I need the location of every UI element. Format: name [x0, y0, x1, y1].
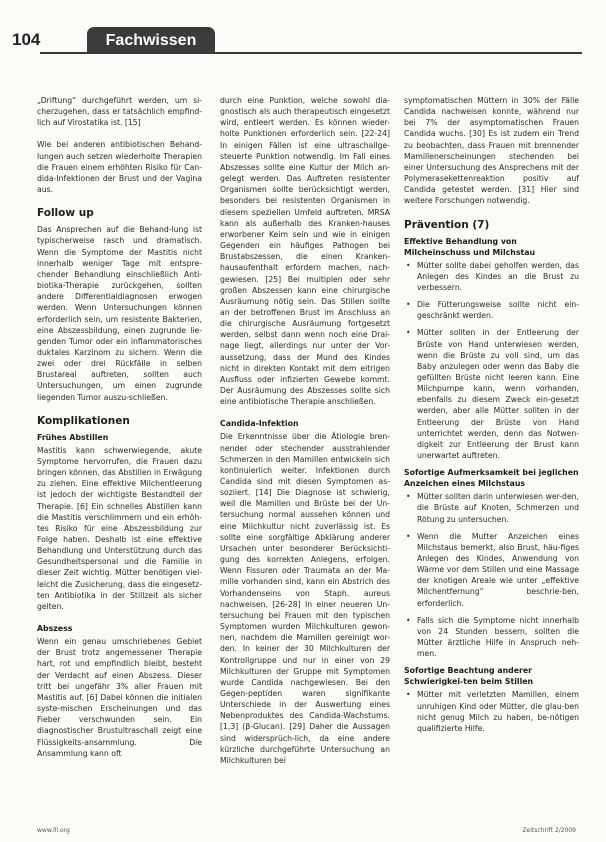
paragraph: Mastitis kann schwerwiegende, akute Symptome hervorrufen, die Frauen dazu bringen können, das Abstillen in Erwägung zu ziehen. Eine effektive Milchentleerung ist jedoch der wichtigste Bestandteil der Therapie. [6] Ein schnelles Abstillen kann die Mastitis verschlimmern und ein erhöh-tes Risiko für eine Abszessbildung zur Folge haben. Deshalb ist eine effektive Behandlung und Unterstützung durch das Gesundheitspersonal und die Familie in dieser Zeit wichtig. Mütter benötigen viel-leicht die Zusicherung, dass die eingesetz-ten Antibiotika in der Stillzeit als sicher gelten.: [37, 445, 202, 611]
bullet-list-beachtung: [404, 689, 579, 734]
subheading-effektive-behandlung: Effektive Behandlung von Milcheinschuss und Milchstau: [404, 236, 536, 257]
bullet-list-effektive: [404, 260, 579, 462]
paragraph: Wie bei anderen antibiotischen Behand-lungen auch setzen wiederholte Therapien die Frauen einem erhöhten Risiko für Can-dida-Infektionen der Brust und der Vagina aus.: [37, 140, 202, 195]
list-item: • Mütter mit verletzten Mamillen, einem unruhigen Kind oder Mütter, die glau-ben nicht genug Milch zu haben, be-nötigen qualifizierte Hilfe.: [404, 689, 579, 734]
paragraph: Die Erkenntnisse über die Ätiologie bren-nender oder stechender ausstrahlender Schmerzen in den Mamillen entwickeln sich kontinuierlich weiter. Infektionen durch Candida sind mit diesen Symptomen as-soziiert. [14] Die Diagnose ist schwierig, weil die Mamillen und Brüste bei der Un-tersuchung normal aussehen können und eine Milchkultur nicht zuverlässig ist. Es sollte eine sorgfältige Abklärung anderer Ursachen unter besonderer Berücksichti-gung des korrekten Anlegens, erfolgen. Wenn Fissuren oder Traumata an der Ma-mille vorhanden sind, kann ein Abstrich des Vorhandenseins von Staph. aureus nachweisen. [26-28] In einer neueren Un-tersuchung bei Frauen mit den typischen Symptomen wurden Milchkulturen gewon-nen, nachdem die Mamillen gereinigt wor-den. In keiner der 30 Milchkulturen der Kontrollgruppe und nur in einer von 29 Milchkulturen der Gruppe mit Symptomen wurde Candida nachgewiesen. Bei den Gegen-peptiden waren signifikante Unterschiede in der Auswertung eines Nebenproduktes des Candida-Wachstums. [1,3] (β-Glucan). [29] Daher die Aussagen sind widersprüch-lich, da eine andere kürzliche durchgeführte Untersuchung an Milchkulturen bei: [220, 432, 390, 765]
paragraph: Wenn ein genau umschriebenes Gebiet der Brust trotz angemessener Therapie hart, rot und empfindlich bleibt, besteht der Verdacht auf einen Abszess. Dieser tritt bei ungefähr 3% aller Frauen mit Mastitis auf. [6] Dabei können die initialen syste-mischen Erscheinungen und das Fieber verschwunden sein. Ein diagnostischer Brustultraschall zeigt eine Flüssigkeits-ansammlung. Die Ansammlung kann oft: [37, 637, 202, 758]
paragraph: symptomatischen Müttern in 30% der Fälle Candida nachweisen konnte, während nur bei 7% der asymptomatischen Frauen Candida wuchs. [30] Es ist zudem ein Trend zu beobachten, dass Frauen mit brennender Mamillenerscheinungen stechenden bei einer Untersuchung des Ansprechens mit der Polymerasekettenreaktion positiv auf Candida getestet werden. [31] Hier sind weitere Forschungen notwendig.: [404, 96, 579, 206]
subheading-fruehes-abstillen: Frühes Abstillen: [37, 432, 109, 442]
heading-follow-up: Follow up: [37, 207, 94, 220]
text-column-3: [404, 95, 579, 740]
section-title-tab: Fachwissen: [87, 27, 215, 54]
heading-komplikationen: Komplikationen: [37, 414, 130, 427]
subheading-sofortige-aufmerksamkeit: Sofortige Aufmerksamkeit bei jeglichen Anzeichen eines Milchstaus: [404, 468, 579, 489]
header-divider: [40, 52, 582, 54]
text-column-1: [37, 95, 202, 770]
subheading-candida: Candida-Infektion: [220, 419, 299, 429]
paragraph: „Driftung“ durchgeführt werden, um si-cherzugehen, dass er tatsächlich empfind-lich auf Virostatika ist. [15]: [37, 96, 202, 128]
heading-praevention: Prävention (7): [404, 218, 490, 231]
footer-issue: Zeitschrift 2/2009: [522, 827, 576, 834]
subheading-sofortige-beachtung: Sofortige Beachtung anderer Schwierigkei-ten beim Stillen: [404, 666, 534, 687]
list-item: • Wenn die Mutter Anzeichen eines Milchstaus bemerkt, also Brust, häu-figes Anlegen des Kindes, Anwendung von Wärme vor dem Stillen und eine Massage der knotigen Areale wie unter „effektive Milchentfernung“ beschrie-ben, erforderlich.: [404, 531, 579, 609]
paragraph: Das Ansprechen auf die Behand-lung ist typischerweise rasch und dramatisch. Wenn die Symptome der Mastitis nicht innerhalb weniger Tage mit entspre-chender Behandlung einschließlich Anti-biotika-Therapie zurückgehen, sollten andere Differentialdiagnosen erwogen werden. Wenn Untersuchungen können erforderlich sein, um resistente Bakterien, eine Abszessbildung, einen zugrunde lie-genden Tumor oder ein inflammatorisches duktales Karzinom zu sichern. Wenn die zwei oder drei Rückfälle in selben Brustareal auftreten, sollten auch Untersuchungen, um einen zugrunde liegenden Tumor auszu-schließen.: [37, 225, 202, 402]
list-item: • Falls sich die Symptome nicht innerhalb von 24 Stunden bessern, sollten die Mütter ärztliche Hilfe in Anspruch neh-men.: [404, 615, 579, 660]
list-item: • Mütter sollten in der Entleerung der Brüste von Hand unterwiesen werden, wenn die Brüste zu voll sind, um das Baby anzulegen oder wenn das Baby die gefüllten Brüste nicht leeren kann. Eine Milchpumpe kann, wenn vorhanden, ebenfalls zu diesem Zweck ein-gesetzt werden, aber alle Mütter sollten in der Entleerung der Brüste von Hand unterrichtet werden, denn das Notwen-digkeit zur Entleerung der Brust kann unerwartet auftreten.: [404, 327, 579, 461]
list-item: • Mütter sollten darin unterwiesen wer-den, die Brüste auf Knoten, Schmerzen und Rötung zu untersuchen.: [404, 491, 579, 524]
page-number: 104: [12, 30, 41, 49]
text-column-2: [220, 95, 390, 777]
subheading-abszess: Abszess: [37, 624, 73, 634]
footer-url: www.lll.org: [37, 827, 70, 834]
bullet-list-sofortige: [404, 491, 579, 659]
list-item: • Mütter sollte dabei geholfen werden, das Anlegen des Kindes an die Brust zu verbessern.: [404, 260, 579, 293]
paragraph: durch eine Punktion, welche sowohl dia-gnostisch als auch therapeutisch eingesetzt wird, entleert werden. Es können wieder-holte Punktionen erforderlich sein. [22-24] In einigen Fällen ist eine ultraschallge-steuerte Punktion notwendig. Im Fall eines Abszesses sollte eine Kultur der Milch an-gelegt werden. Das Auftreten resistenter Organismen sollte berücksichtigt werden, besonders bei resistenten Organismen in diesem speziellen Umfeld auftreten. MRSA kann als außerhalb des Kranken-hauses erworbener Keim sein und wie in einigen Gegenden ein häufiges Pathogen bei Brustabszessen, die einen Kranken-hausaufenthalt erfordern machen, nach-gewiesen. [25] Bei multiplen oder sehr großen Abszessen kann eine chirurgische Ausräumung nötig sein. Das Stillen sollte an der betroffenen Brust im Anschluss an die chirurgische Ausräumung fortgesetzt werden, selbst dann wenn noch eine Drai-nage liegt, allerdings nur unter der Vor-aussetzung, dass der Mund des Kindes nicht in direkten Kontakt mit dem eitrigen Ausfluss oder infizierten Gewebe kommt. Der Ausräumung des Abszesses sollte sich eine antibiotische Therapie anschließen.: [220, 96, 390, 407]
list-item: • Die Fütterungsweise sollte nicht ein-geschränkt werden.: [404, 299, 579, 321]
